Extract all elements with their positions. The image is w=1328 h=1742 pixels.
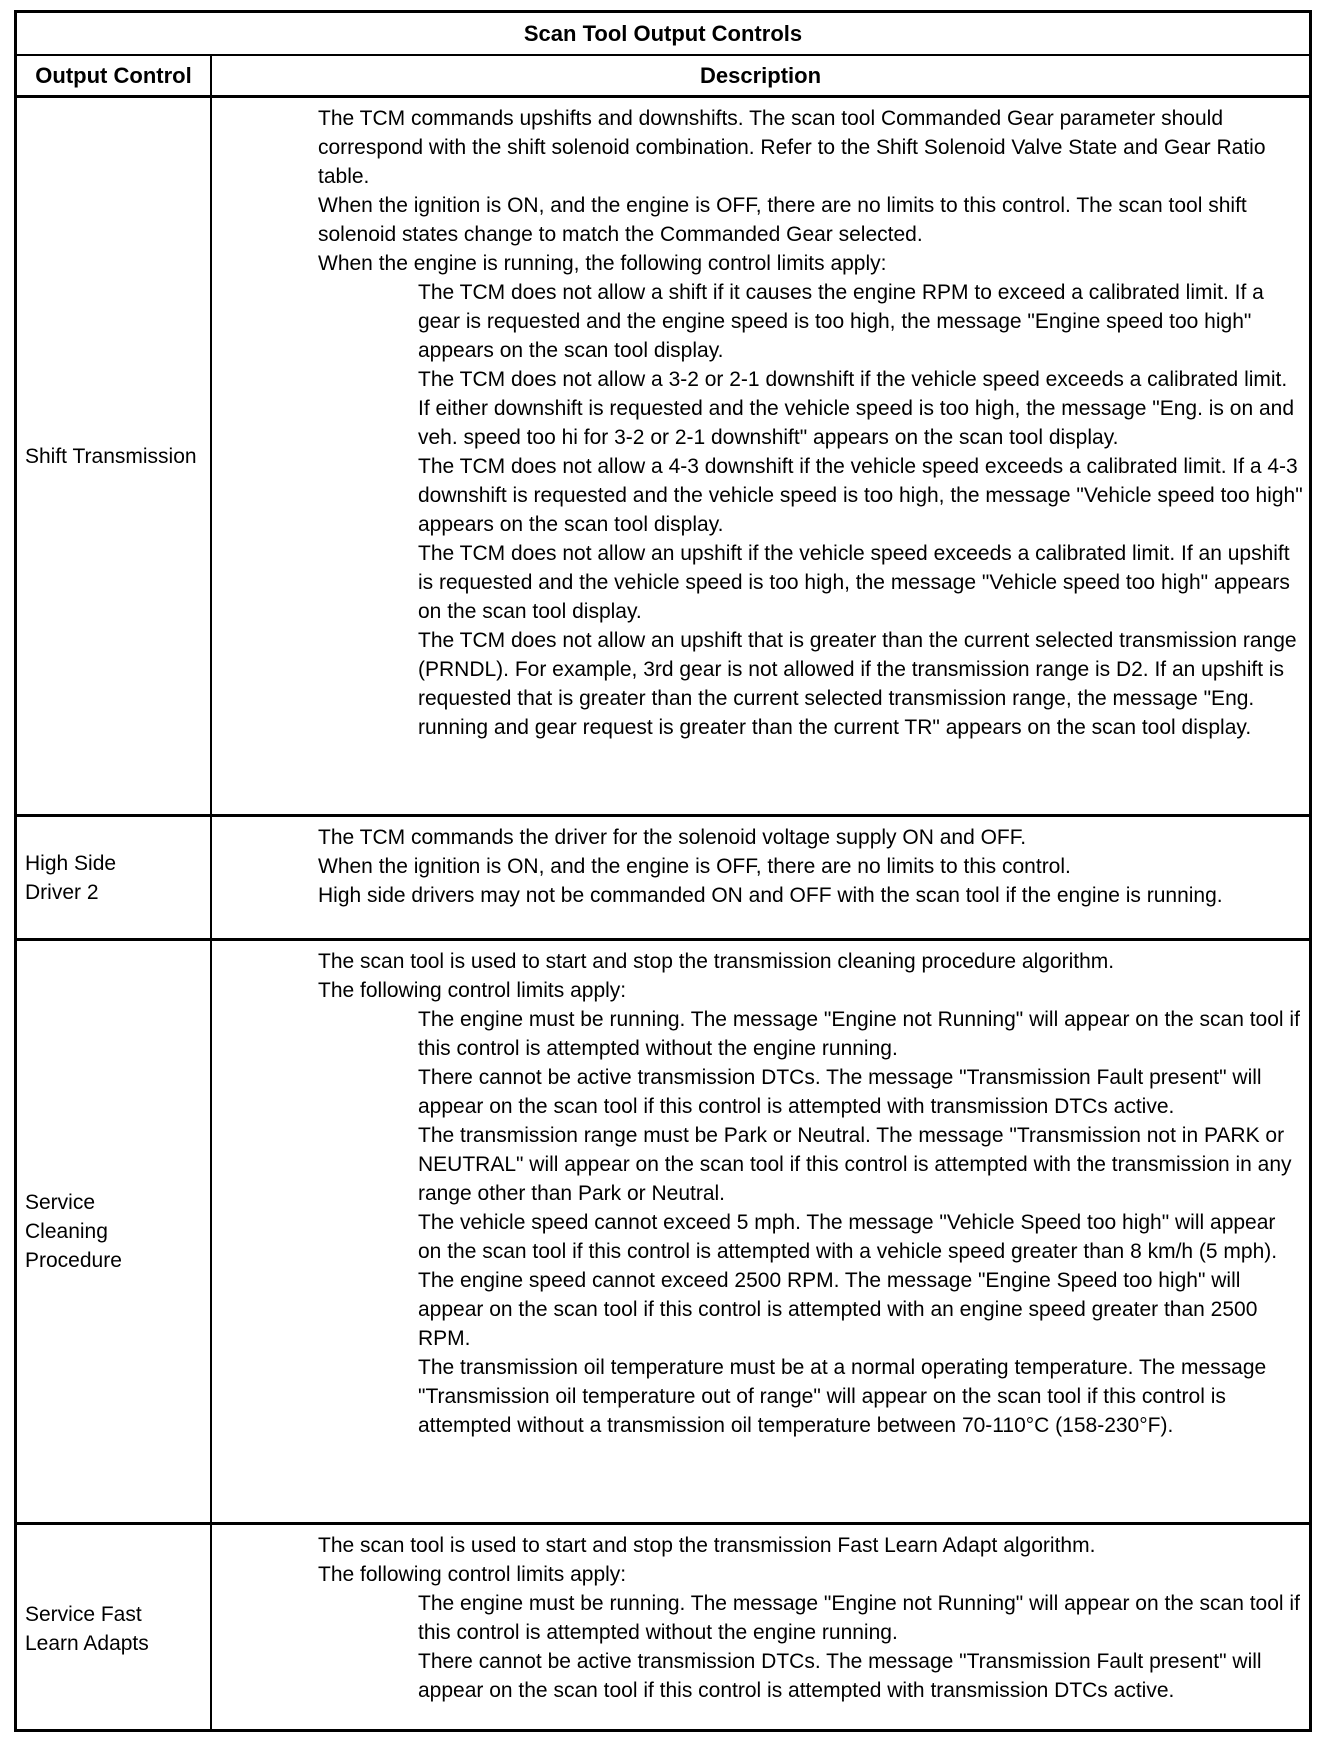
table-row-shift-transmission (17, 98, 1309, 817)
row-label (25, 98, 205, 814)
description-item: The vehicle speed cannot exceed 5 mph. The message "Vehicle Speed too high" will appear on the scan tool if this control is attempted with a vehicle speed greater than 8 km/h (5 mph). (418, 1211, 1278, 1263)
row-label (25, 941, 155, 1522)
header-output-control: Output Control (17, 56, 212, 95)
row-label-text: Service Fast Learn Adapts (25, 1602, 149, 1655)
description-item: There cannot be active transmission DTCs. The message "Transmission Fault present" will appear on the scan tool if this control is attempted with transmission DTCs active. (418, 1066, 1262, 1118)
output-controls-table (14, 10, 1312, 1732)
table-row-high-side-driver-2 (17, 817, 1309, 941)
row-description (318, 104, 1303, 742)
description-line: The TCM commands upshifts and downshifts. The scan tool Commanded Gear parameter should correspond with the shift solenoid combination. Refer to the Shift Solenoid Valve State and Gear Ratio table. (318, 107, 1266, 188)
description-item: The transmission oil temperature must be at a normal operating temperature. The message "Transmission oil temperature out of range" will appear on the scan tool if this control is attempted without a transmission oil temperature between 70-110°C (158-230°F). (418, 1356, 1267, 1437)
description-line: The following control limits apply: (318, 979, 627, 1002)
row-description (318, 947, 1303, 1440)
description-item: The transmission range must be Park or Neutral. The message "Transmission not in PARK or NEUTRAL" will appear on the scan tool if this control is attempted with the transmission in any range other than Park or Neutral. (418, 1124, 1292, 1205)
row-label (25, 1525, 175, 1732)
description-item: The engine must be running. The message "Engine not Running" will appear on the scan tool if this control is attempted without the engine running. (418, 1008, 1300, 1060)
row-description (318, 823, 1303, 910)
row-label (25, 817, 165, 938)
description-line: When the engine is running, the following control limits apply: (318, 252, 887, 275)
description-line: The following control limits apply: (318, 1563, 627, 1586)
row-label-text: Shift Transmission (25, 444, 197, 468)
row-description (318, 1531, 1303, 1705)
row-label-text: High Side Driver 2 (25, 851, 117, 904)
description-item: The engine must be running. The message "Engine not Running" will appear on the scan tool if this control is attempted without the engine running. (418, 1592, 1300, 1644)
description-item: The TCM does not allow a 4-3 downshift if the vehicle speed exceeds a calibrated limit. If a 4-3 downshift is requested and the vehicle speed is too high, the message "Vehicle speed too high" appears on the scan tool display. (418, 455, 1303, 536)
description-line: High side drivers may not be commanded ON and OFF with the scan tool if the engine is running. (318, 884, 1223, 907)
description-line: When the ignition is ON, and the engine is OFF, there are no limits to this control. (318, 855, 1071, 878)
table-row-service-cleaning-procedure (17, 941, 1309, 1525)
table-title: Scan Tool Output Controls (17, 13, 1309, 56)
description-item: The TCM does not allow a 3-2 or 2-1 downshift if the vehicle speed exceeds a calibrated limit. If either downshift is requested and the vehicle speed is too high, the message "Eng. is on and veh. speed too hi for 3-2 or 2-1 downshift" appears on the scan tool display. (418, 368, 1295, 449)
description-item: The TCM does not allow an upshift that is greater than the current selected transmission range (PRNDL). For example, 3rd gear is not allowed if the transmission range is D2. If an upshift is requested that is greater than the current selected transmission range, the message "Eng. running and gear request is greater than the current TR" appears on the scan tool display. (418, 629, 1297, 739)
row-label-text: Service Cleaning Procedure (25, 1191, 122, 1272)
description-item: The engine speed cannot exceed 2500 RPM. The message "Engine Speed too high" will appear on the scan tool if this control is attempted with an engine speed greater than 2500 RPM. (418, 1269, 1258, 1350)
table-row-service-fast-learn-adapts (17, 1525, 1309, 1732)
description-line: The TCM commands the driver for the solenoid voltage supply ON and OFF. (318, 826, 1027, 849)
description-line: When the ignition is ON, and the engine is OFF, there are no limits to this control. The scan tool shift solenoid states change to match the Commanded Gear selected. (318, 194, 1247, 246)
description-line: The scan tool is used to start and stop the transmission cleaning procedure algorithm. (318, 950, 1115, 973)
description-line: The scan tool is used to start and stop the transmission Fast Learn Adapt algorithm. (318, 1534, 1096, 1557)
description-item: There cannot be active transmission DTCs. The message "Transmission Fault present" will appear on the scan tool if this control is attempted with transmission DTCs active. (418, 1650, 1262, 1702)
description-item: The TCM does not allow a shift if it causes the engine RPM to exceed a calibrated limit. If a gear is requested and the engine speed is too high, the message "Engine speed too high" appears on the scan tool display. (418, 281, 1264, 362)
description-item: The TCM does not allow an upshift if the vehicle speed exceeds a calibrated limit. If an upshift is requested and the vehicle speed is too high, the message "Vehicle speed too high" appears on the scan tool display. (418, 542, 1290, 623)
header-description: Description (699, 62, 822, 88)
header-row (17, 56, 1309, 98)
